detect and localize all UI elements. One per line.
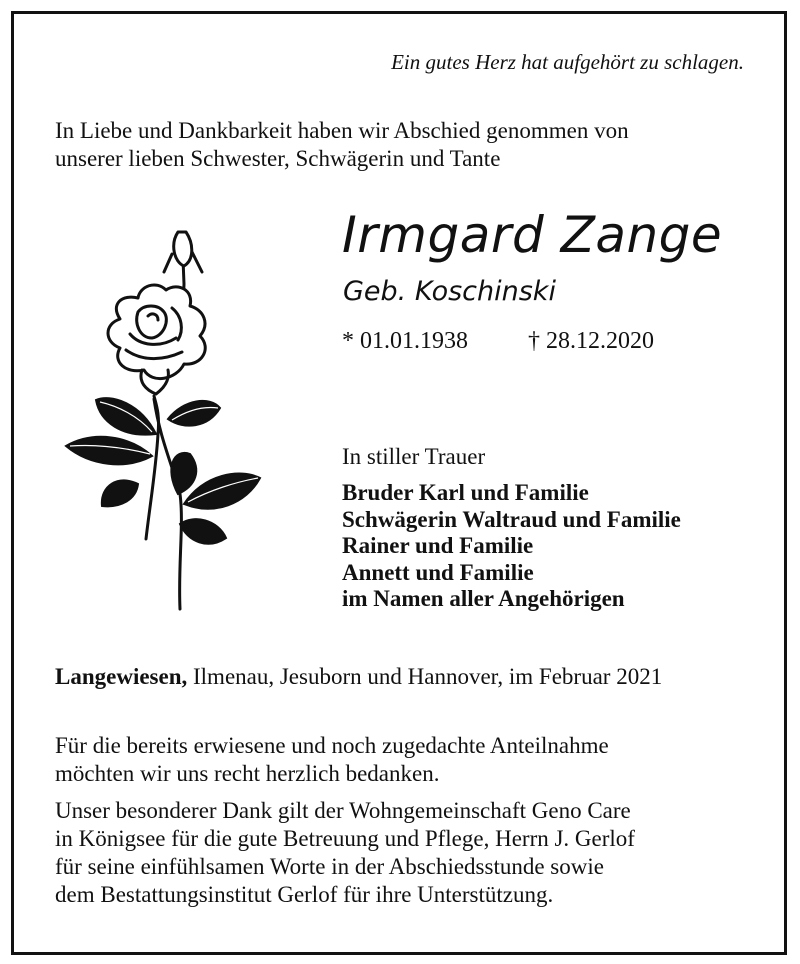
death-date: † 28.12.2020 [528,328,654,354]
place-rest: Ilmenau, Jesuborn und Hannover, im Februar 2021 [187,664,663,689]
mourning-heading: In stiller Trauer [342,444,486,469]
thanks-paragraph-2 [55,797,635,909]
mourner-list [342,480,681,613]
place-date-line [55,664,662,690]
thanks-line: Unser besonderer Dank gilt der Wohngemeinschaft Geno Care [55,798,631,823]
thanks-line: für seine einfühlsamen Worte in der Abschiedsstunde sowie [55,854,604,879]
motto: Ein gutes Herz hat aufgehört zu schlagen. [391,50,744,74]
mourner-item: Rainer und Familie [342,533,534,558]
maiden-name: Geb. Koschinski [343,276,556,307]
mourner-item: Annett und Familie [342,559,534,585]
mourner-item: im Namen aller Angehörigen [342,586,625,611]
intro-text [55,117,629,173]
thanks-line: dem Bestattungsinstitut Gerlof für ihre Unterstützung. [55,882,554,907]
deceased-name: Irmgard Zange [342,206,723,264]
thanks-line: Für die bereits erwiesene und noch zugedachte Anteilnahme [55,733,609,758]
thanks-line: möchten wir uns recht herzlich bedanken. [55,761,440,786]
intro-line: unserer lieben Schwester, Schwägerin und Tante [55,146,501,171]
mourner-item: Schwägerin Waltraud und Familie [342,506,681,532]
intro-line: In Liebe und Dankbarkeit haben wir Abschied genommen von [55,118,629,143]
thanks-paragraph-1 [55,732,609,788]
place-main: Langewiesen, [55,664,188,689]
rose-icon [60,224,265,616]
mourner-item: Bruder Karl und Familie [342,480,589,505]
birth-date: * 01.01.1938 [342,328,468,354]
thanks-line: in Königsee für die gute Betreuung und Pflege, Herrn J. Gerlof [55,826,635,851]
